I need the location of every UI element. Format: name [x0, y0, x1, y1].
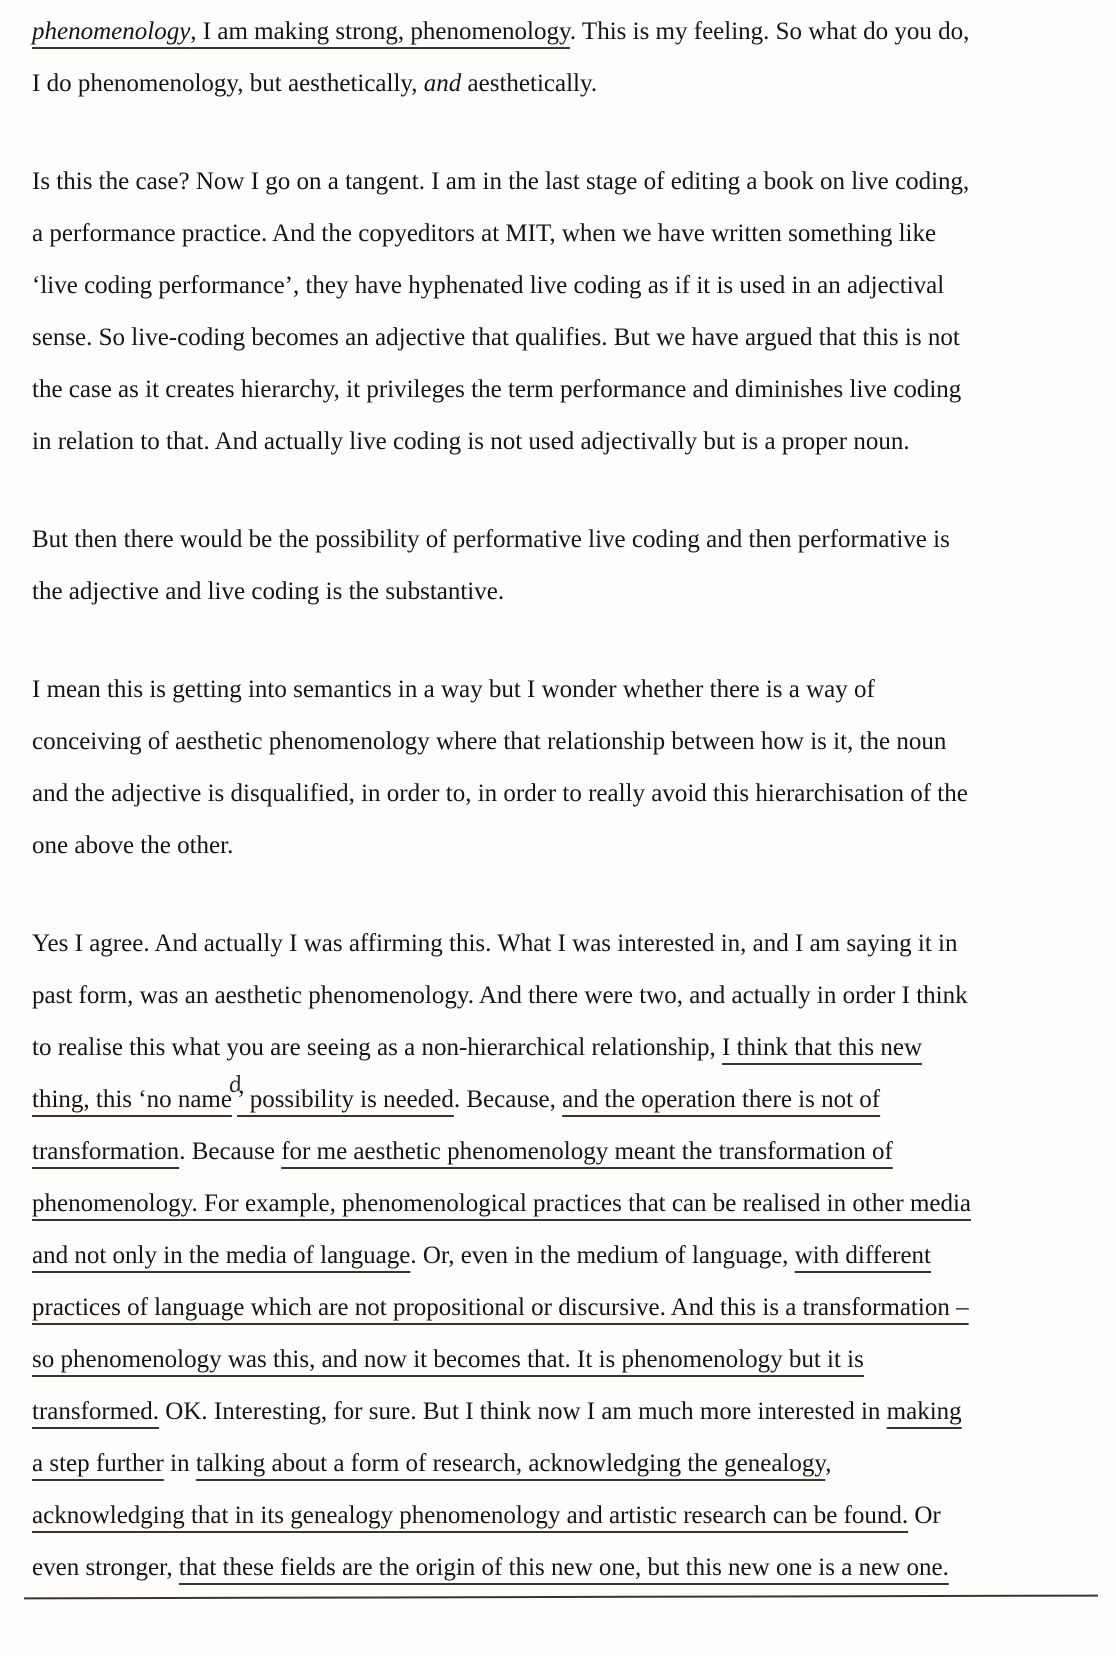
text-line: [32, 918, 1094, 970]
hand-underlined-phrase: so phenomenology was this, and now it becomes that. It is phenomenology but it is: [32, 1346, 864, 1373]
text-segment: ,: [825, 1450, 832, 1477]
hand-underlined-phrase: , I am making strong, phenomenology: [190, 18, 570, 45]
text-segment: one above the other.: [32, 832, 234, 859]
paragraph: [32, 156, 1094, 468]
text-segment: a performance practice. And the copyeditors at MIT, when we have written something like: [32, 220, 937, 247]
text-line: [32, 6, 1094, 58]
text-segment: sense. So live-coding becomes an adjective that qualifies. But we have argued that this is not: [32, 324, 960, 351]
hand-underlined-phrase: with different: [794, 1242, 931, 1269]
text-segment: aesthetically.: [461, 70, 598, 97]
text-segment: . This is my feeling. So what do you do,: [569, 18, 970, 45]
text-line: [32, 1438, 1094, 1490]
text-segment: . Or, even in the medium of language,: [410, 1242, 795, 1269]
text-segment: But then there would be the possibility of performative live coding and then performative is: [32, 526, 950, 553]
text-segment: Is this the case? Now I go on a tangent. I am in the last stage of editing a book on live coding,: [32, 168, 970, 195]
text-line: [32, 768, 1094, 820]
text-line: [32, 970, 1094, 1022]
text-segment: . Because: [179, 1138, 282, 1165]
hand-underlined-phrase: phenomenology: [32, 18, 191, 45]
hand-underlined-phrase: thing, this ‘no name: [32, 1086, 232, 1113]
hand-underlined-phrase: that these fields are the origin of this new one, but this new one is a new one.: [178, 1554, 949, 1581]
text-line: [32, 1022, 1094, 1074]
hand-underlined-phrase: transformation: [32, 1138, 180, 1165]
text-line: [32, 1490, 1094, 1542]
hand-underlined-phrase: and not only in the media of language: [32, 1242, 411, 1269]
hand-underlined-phrase: I think that this new: [722, 1034, 923, 1061]
hand-underlined-phrase: phenomenology. For example, phenomenological practices that can be realised in other media: [32, 1190, 972, 1217]
hand-underlined-phrase: and the operation there is not of: [562, 1086, 881, 1113]
handwritten-insert: d: [226, 1071, 245, 1098]
text-line: [32, 1282, 1094, 1334]
text-line: [32, 716, 1094, 768]
hand-underlined-phrase: acknowledging that in its genealogy phenomenology and artistic research can be found.: [32, 1502, 909, 1529]
text-segment: past form, was an aesthetic phenomenology. And there were two, and actually in order I think: [32, 982, 968, 1009]
text-segment: . Because,: [453, 1086, 563, 1113]
transcript-text: [32, 6, 1094, 1594]
text-segment: and: [423, 70, 462, 97]
text-segment: the adjective and live coding is the substantive.: [32, 578, 505, 605]
text-line: [32, 566, 1094, 618]
text-line: [32, 514, 1094, 566]
paragraph: [32, 664, 1094, 872]
text-segment: Or: [908, 1502, 941, 1529]
text-segment: OK. Interesting, for sure. But I think now I am much more interested in: [159, 1398, 887, 1425]
text-segment: Yes I agree. And actually I was affirming this. What I was interested in, and I am saying it in: [32, 930, 958, 957]
paragraph: [32, 6, 1094, 110]
text-line: [32, 820, 1094, 872]
text-line: [32, 1071, 1094, 1126]
text-line: [32, 1334, 1094, 1386]
hand-underlined-phrase: a step further: [32, 1450, 164, 1477]
paragraph: [32, 918, 1094, 1594]
text-line: [32, 312, 1094, 364]
text-segment: even stronger,: [32, 1554, 179, 1581]
text-line: [32, 1230, 1094, 1282]
text-segment: I do phenomenology, but aesthetically,: [32, 70, 424, 97]
text-line-with-hand-stroke: [32, 1542, 1094, 1594]
text-segment: conceiving of aesthetic phenomenology where that relationship between how is it, the noun: [32, 728, 947, 755]
hand-underlined-phrase: transformed.: [32, 1398, 160, 1425]
text-line: [32, 1178, 1094, 1230]
hand-underlined-phrase: talking about a form of research, acknowledging the genealogy: [195, 1450, 826, 1477]
text-segment: and the adjective is disqualified, in order to, in order to really avoid this hierarchisation of the: [32, 780, 968, 807]
text-line: [32, 58, 1094, 110]
text-segment: I mean this is getting into semantics in a way but I wonder whether there is a way of: [32, 676, 875, 703]
hand-underlined-phrase: for me aesthetic phenomenology meant the transformation of: [281, 1138, 893, 1165]
paragraph: [32, 514, 1094, 618]
hand-underlined-phrase: practices of language which are not propositional or discursive. And this is a transformation –: [32, 1294, 969, 1321]
text-segment: to realise this what you are seeing as a non-hierarchical relationship,: [32, 1034, 723, 1061]
text-segment: in: [163, 1450, 196, 1477]
text-line: [32, 664, 1094, 716]
text-segment: in relation to that. And actually live coding is not used adjectivally but is a proper noun.: [32, 428, 910, 455]
text-line: [32, 416, 1094, 468]
text-line: [32, 1126, 1094, 1178]
text-line: [32, 1386, 1094, 1438]
text-segment: ‘live coding performance’, they have hyphenated live coding as if it is used in an adjectival: [32, 272, 945, 299]
text-line: [32, 208, 1094, 260]
text-segment: the case as it creates hierarchy, it privileges the term performance and diminishes live coding: [32, 376, 962, 403]
text-line: [32, 260, 1094, 312]
hand-underlined-phrase: ’ possibility is needed: [236, 1086, 454, 1113]
text-line: [32, 156, 1094, 208]
text-line: [32, 364, 1094, 416]
hand-underlined-phrase: making: [886, 1398, 962, 1425]
